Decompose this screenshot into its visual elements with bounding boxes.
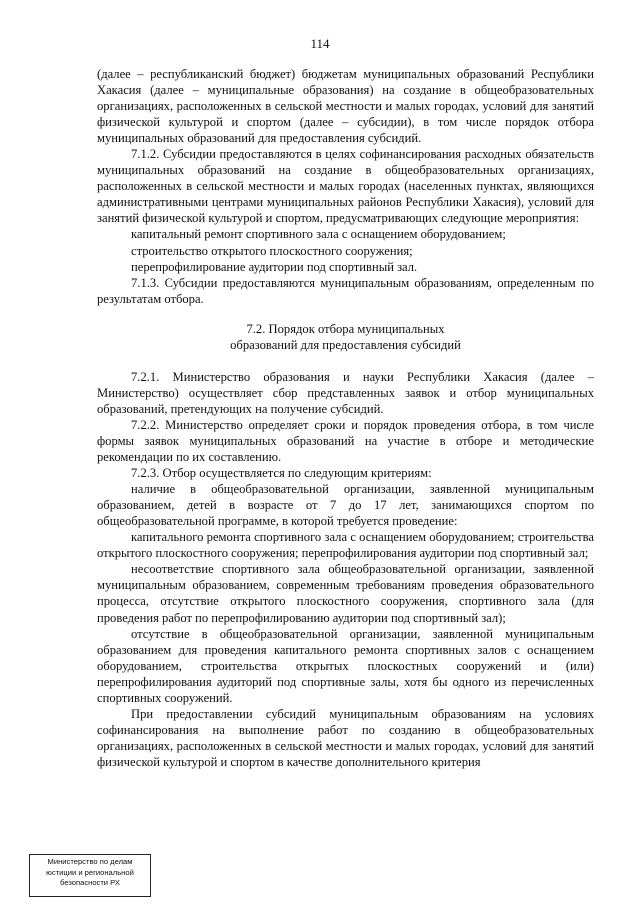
paragraph: При предоставлении субсидий муниципальным образованиям на условиях софинансирования на выполнение работ по созданию в общеобразовательных организациях, расположенных в сельской местности и малых городах, условий для занятий физической культурой и спортом в качестве дополнительного критерия: [97, 706, 594, 769]
paragraph: 7.2.3. Отбор осуществляется по следующим критериям:: [131, 466, 432, 481]
paragraph: отсутствие в общеобразовательной организации, заявленной муниципальным образованием для проведения капитального ремонта спортивных залов с оснащением оборудованием, строительства открытых плоскостных сооружений и (или) перепрофилирования аудиторий под спортивные залы, хотя бы одного из перечисленных спортивных сооружений.: [97, 626, 594, 705]
paragraph: (далее – республиканский бюджет) бюджетам муниципальных образований Республики Хакасия (далее – муниципальные образования) на создание в общеобразовательных организациях, расположенных в сельской местности и малых городах, условий для занятий физической культурой и спортом (далее – субсидии), в том числе порядок отбора муниципальных образований для предоставления субсидий.: [97, 67, 594, 146]
list-item: капитальный ремонт спортивного зала с оснащением оборудованием;: [131, 227, 506, 242]
paragraph: 7.2.1. Министерство образования и науки Республики Хакасия (далее – Министерство) осуществляет сбор представленных заявок и отбор муниципальных образований, претендующих на получение субсидий.: [97, 369, 594, 416]
stamp-line: юстиции и региональной: [46, 867, 134, 877]
paragraph: наличие в общеобразовательной организации, заявленной муниципальным образованием, детей в возрасте от 7 до 17 лет, занимающихся спортом по общеобразовательной программе, в которой требуется проведение:: [97, 482, 594, 529]
paragraph: 7.1.2. Субсидии предоставляются в целях софинансирования расходных обязательств муниципальных образований на создание в общеобразовательных организациях, расположенных в сельской местности и малых городах (населенных пунктах, являющихся административными центрами муниципальных районов Республики Хакасия), условий для занятий физической культурой и спортом, предусматривающих следующие мероприятия:: [97, 147, 594, 226]
registration-stamp: [29, 854, 151, 897]
page-number: 114: [310, 36, 330, 51]
paragraph: 7.1.3. Субсидии предоставляются муниципальным образованиям, определенным по результатам отбора.: [97, 275, 594, 306]
stamp-line: безопасности РХ: [60, 878, 120, 888]
paragraph: капитального ремонта спортивного зала с оснащением оборудованием; строительства открытого плоскостного сооружения; перепрофилирования аудитории под спортивный зал;: [97, 530, 594, 561]
section-heading: 7.2. Порядок отбора муниципальных: [246, 321, 445, 336]
list-item: перепрофилирование аудитории под спортивный зал.: [131, 259, 418, 274]
section-heading: образований для предоставления субсидий: [230, 337, 461, 352]
stamp-line: Министерство по делам: [47, 857, 133, 866]
document-body: [97, 66, 594, 770]
paragraph: несоответствие спортивного зала общеобразовательной организации, заявленной муниципальным образованием, современным требованиям проведения образовательного процесса, отсутствие открытого плоскостного сооружения, спортивного зала (для проведения работ по перепрофилированию аудитории под спортивный зал);: [97, 562, 594, 625]
list-item: строительство открытого плоскостного сооружения;: [131, 243, 413, 258]
paragraph: 7.2.2. Министерство определяет сроки и порядок проведения отбора, в том числе формы заявок муниципальных образований на участие в отборе и методические рекомендации по их составлению.: [97, 417, 594, 465]
